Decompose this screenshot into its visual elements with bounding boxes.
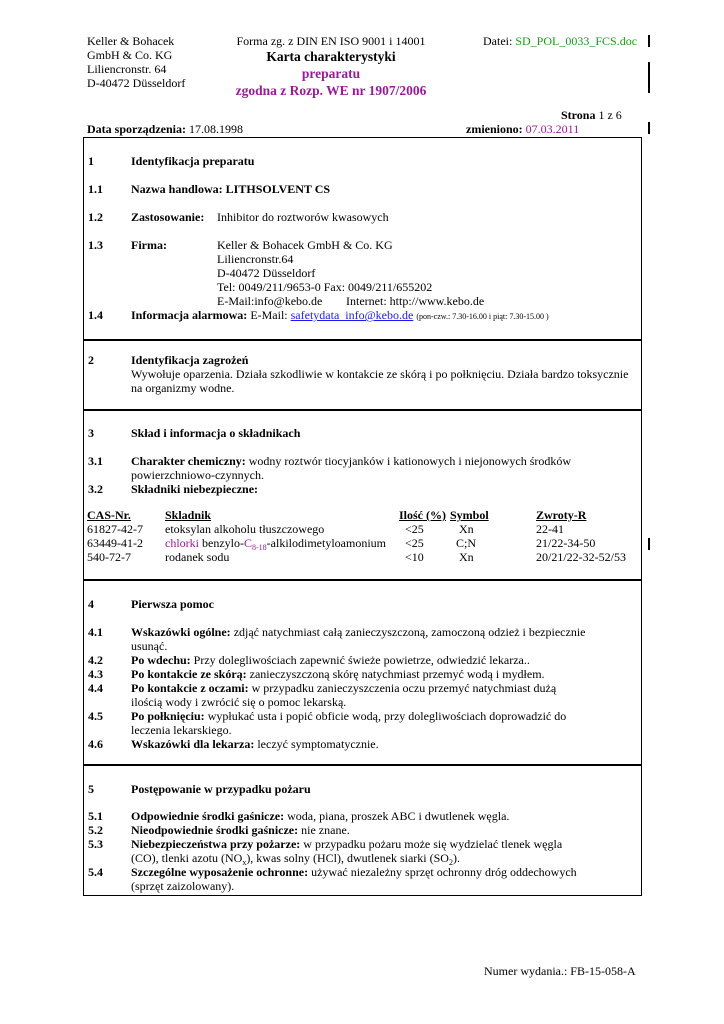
first-aid-item <box>131 681 556 695</box>
first-aid-item <box>131 709 566 723</box>
section-5 <box>83 764 642 896</box>
item-value: powierzchniowo-czynnych. <box>131 468 264 482</box>
r-phrases: 21/22-34-50 <box>536 536 596 550</box>
emergency-info <box>131 308 549 324</box>
name-subscript: 8-18 <box>252 543 267 552</box>
quantity: <10 <box>405 550 424 564</box>
item-label: Po kontakcie z oczami: <box>131 681 249 695</box>
document-title: Karta charakterystyki <box>266 49 396 64</box>
cas-number: 61827-42-7 <box>87 522 143 536</box>
page-number <box>561 108 622 122</box>
quantity: <25 <box>405 522 424 536</box>
changed-label: zmieniono: <box>466 122 523 136</box>
item-label: Firma: <box>131 238 167 252</box>
item-number: 1.2 <box>88 210 103 224</box>
company-website: Internet: http://www.kebo.de <box>346 294 485 308</box>
fire-item <box>131 837 562 851</box>
section-number: 3 <box>88 426 94 440</box>
ingredients-table <box>87 508 637 564</box>
r-phrases: 22-41 <box>536 522 564 536</box>
table-row <box>87 536 637 550</box>
item-value: leczenia lekarskiego. <box>131 723 232 737</box>
hazard-symbol: Xn <box>459 550 474 564</box>
item-value: używać niezależny sprzęt ochronny dróg oddechowych <box>311 865 577 879</box>
table-row <box>87 550 637 564</box>
item-value <box>131 851 460 865</box>
company-line: Liliencronstr.64 <box>217 252 294 266</box>
item-label: Po wdechu: <box>131 653 191 667</box>
item-label: Po połknięciu: <box>131 709 205 723</box>
trade-name: Nazwa handlowa: LITHSOLVENT CS <box>131 182 331 196</box>
hazard-text: Wywołuje oparzenia. Działa szkodliwie w kontakcie ze skórą i po połknięciu. Działa bardzo toksycznie <box>131 367 629 381</box>
r-phrases: 20/21/22-32-52/53 <box>536 550 626 564</box>
item-value: usunąć. <box>131 639 168 653</box>
item-value: zdjąć natychmiast całą zanieczyszczoną, zamoczoną odzież i bezpiecznie <box>233 625 586 639</box>
document-title-block <box>200 34 462 99</box>
form-note: Forma zg. z DIN EN ISO 9001 i 14001 <box>236 34 426 48</box>
cas-number: 63449-41-2 <box>87 536 143 550</box>
section-title: Pierwsza pomoc <box>131 597 214 611</box>
hazard-text: na organizmy wodne. <box>131 381 235 395</box>
item-label: Niebezpieczeństwa przy pożarze: <box>131 837 301 851</box>
office-hours: (pon-czw.: 7.30-16.00 i piąt: 7.30-15.00 ) <box>416 312 549 321</box>
ingredient-name <box>165 536 386 550</box>
company-line: GmbH & Co. KG <box>87 48 173 62</box>
hazard-symbol: Xn <box>459 522 474 536</box>
column-header: Skladnik <box>165 508 212 522</box>
usage-value: Inhibitor do roztworów kwasowych <box>217 210 389 224</box>
chemical-character <box>131 454 571 468</box>
fire-item <box>131 865 577 879</box>
ingredient-name: rodanek sodu <box>165 550 230 564</box>
changed-date <box>466 122 579 136</box>
section-1 <box>83 137 642 341</box>
first-aid-item <box>131 625 585 639</box>
created-value: 17.08.1998 <box>189 122 243 136</box>
ingredient-name: etoksylan alkoholu tłuszczowego <box>165 522 325 536</box>
item-value: wodny roztwór tiocyjanków i kationowych i niejonowych środków <box>248 454 572 468</box>
first-aid-item <box>131 737 379 751</box>
company-line: Keller & Bohacek GmbH & Co. KG <box>217 238 393 252</box>
item-label: Szczególne wyposażenie ochronne: <box>131 865 309 879</box>
item-value: wypłukać usta i popić obficie wodą, przy dolegliwościach doprowadzić do <box>207 709 567 723</box>
document-subtitle: preparatu <box>301 66 361 81</box>
item-number: 4.6 <box>88 737 103 751</box>
item-value: leczyć symptomatycznie. <box>257 737 379 751</box>
item-label: Wskazówki dla lekarza: <box>131 737 255 751</box>
item-value: (sprzęt zaizolowany). <box>131 879 235 893</box>
table-header <box>87 508 637 522</box>
column-header: Ilość (%) <box>399 508 446 522</box>
item-label: Wskazówki ogólne: <box>131 625 231 639</box>
item-value: w przypadku zanieczyszczenia oczu przemyć natychmiast dużą <box>251 681 557 695</box>
first-aid-item <box>131 667 545 681</box>
item-label: Informacja alarmowa: <box>131 308 248 322</box>
section-3 <box>83 409 642 581</box>
item-number: 5.4 <box>88 865 103 879</box>
file-value: SD_POL_0033_FCS.doc <box>515 34 638 48</box>
company-email: E-Mail:info@kebo.de <box>217 294 323 308</box>
created-label: Data sporządzenia: <box>87 122 186 136</box>
text-part: (CO), tlenki azotu (NO <box>131 851 243 865</box>
item-number: 4.1 <box>88 625 103 639</box>
quantity: <25 <box>405 536 424 550</box>
item-label: Zastosowanie: <box>131 210 205 224</box>
item-number: 1.3 <box>88 238 103 252</box>
file-label: Datei: <box>483 34 513 48</box>
item-value: zanieczyszczoną skórę natychmiast przemyć wodą i mydłem. <box>249 667 545 681</box>
text-part: ). <box>452 851 460 865</box>
fire-item <box>131 823 350 837</box>
section-title: Skład i informacja o składnikach <box>131 426 301 440</box>
item-number: 5.2 <box>88 823 103 837</box>
item-number: 3.2 <box>88 482 103 496</box>
emergency-email-link[interactable]: safetydata_info@kebo.de <box>290 308 414 322</box>
subscript: 2 <box>448 858 453 867</box>
item-value: woda, piana, proszek ABC i dwutlenek węgla. <box>287 809 510 823</box>
name-part: benzylo- <box>199 536 244 550</box>
section-number: 2 <box>88 353 94 367</box>
item-value: w przypadku pożaru może się wydzielać tlenek węgla <box>303 837 563 851</box>
item-value: nie znane. <box>301 823 350 837</box>
page-label: Strona <box>561 108 596 122</box>
item-label: Odpowiednie środki gaśnicze: <box>131 809 285 823</box>
text-part: ), kwas solny (HCl), dwutlenek siarki (SO <box>246 851 449 865</box>
table-row <box>87 522 637 536</box>
name-part: chlorki <box>165 536 199 550</box>
section-number: 5 <box>88 782 94 796</box>
cas-number: 540-72-7 <box>87 550 131 564</box>
company-address <box>87 34 185 90</box>
email-prefix: E-Mail: <box>250 308 288 322</box>
subscript: x <box>242 858 247 867</box>
item-label: Składniki niebezpieczne: <box>131 482 259 496</box>
column-header: Symbol <box>450 508 489 522</box>
created-date <box>87 122 243 136</box>
item-number: 5.3 <box>88 837 103 851</box>
name-part: -alkilodimetyloamonium <box>266 536 386 550</box>
item-label: Po kontakcie ze skórą: <box>131 667 247 681</box>
item-number: 1.1 <box>88 182 103 196</box>
section-title: Identyfikacja zagrożeń <box>131 353 249 367</box>
hazard-symbol: C;N <box>456 536 477 550</box>
file-name <box>483 34 637 48</box>
item-number: 5.1 <box>88 809 103 823</box>
change-bar <box>648 35 650 47</box>
column-header: CAS-Nr. <box>87 508 131 522</box>
name-part: C <box>243 536 252 550</box>
company-phone: Tel: 0049/211/9653-0 Fax: 0049/211/655202 <box>217 280 433 294</box>
item-label: Nieodpowiednie środki gaśnicze: <box>131 823 299 837</box>
column-header: Zwroty-R <box>536 508 587 522</box>
item-number: 4.3 <box>88 667 103 681</box>
item-number: 4.4 <box>88 681 103 695</box>
section-number: 4 <box>88 597 94 611</box>
section-title: Identyfikacja preparatu <box>131 154 255 168</box>
changed-value: 07.03.2011 <box>525 122 580 136</box>
fire-item <box>131 809 509 823</box>
change-bar <box>648 122 650 134</box>
company-line: D-40472 Düsseldorf <box>87 76 186 90</box>
section-title: Postępowanie w przypadku pożaru <box>131 782 311 796</box>
item-value: Przy dolegliwościach zapewnić świeże powietrze, odwiedzić lekarza.. <box>193 653 530 667</box>
company-line: Liliencronstr. 64 <box>87 62 167 76</box>
section-2 <box>83 339 642 411</box>
change-bar <box>648 62 650 93</box>
section-number: 1 <box>88 154 94 168</box>
document-subtitle-regulation: zgodna z Rozp. WE nr 1907/2006 <box>235 83 427 98</box>
first-aid-item <box>131 653 530 667</box>
change-bar <box>648 538 650 550</box>
item-number: 3.1 <box>88 454 103 468</box>
item-number: 1.4 <box>88 308 103 322</box>
page-value: 1 z 6 <box>598 108 622 122</box>
section-4 <box>83 579 642 766</box>
edition-number: Numer wydania.: FB-15-058-A <box>484 964 636 978</box>
item-number: 4.5 <box>88 709 103 723</box>
company-line: D-40472 Düsseldorf <box>217 266 316 280</box>
item-value: ilością wody i zwrócić się o pomoc lekarską. <box>131 695 347 709</box>
company-line: Keller & Bohacek <box>87 34 175 48</box>
item-number: 4.2 <box>88 653 103 667</box>
item-label: Charakter chemiczny: <box>131 454 246 468</box>
